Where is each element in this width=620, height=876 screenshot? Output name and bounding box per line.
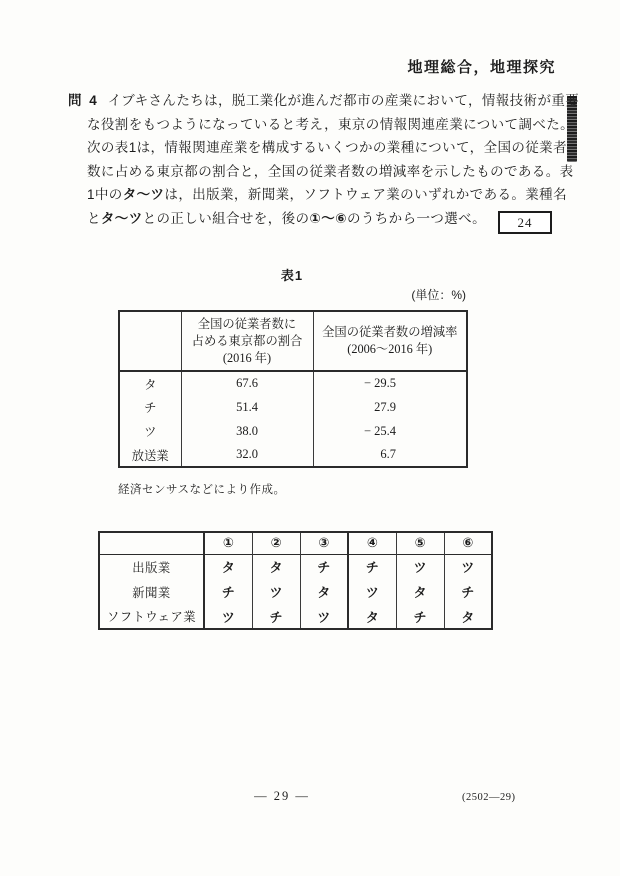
question-line-1 [68,89,580,113]
option-cell: ツ [348,579,396,604]
table1-row-chi [119,395,467,419]
table1-row-broadcast [119,443,467,467]
row-label: チ [144,401,157,415]
option-cell: チ [204,579,252,604]
question-number: 問 4 [68,93,99,108]
table1 [118,310,468,468]
option-6-header: ⑥ [444,532,492,554]
table1-row-tsu [119,419,467,443]
option-2-header: ② [252,532,300,554]
table1-caption: 表1 [280,268,304,283]
question-text-5b: は，出版業，新聞業，ソフトウェア業のいずれかである。業種名 [164,187,567,202]
options-corner-cell [99,532,204,554]
option-cell: タ [348,604,396,629]
option-cell: チ [300,554,348,579]
option-cell: チ [252,604,300,629]
option-cell: タ [204,554,252,579]
header-line: (2006～2016 年) [347,342,433,356]
option-cell: タ [252,554,300,579]
options-row-publishing [99,554,492,579]
change-value: 6.7 [313,443,467,467]
change-value: 27.9 [313,395,467,419]
option-cell: タ [396,579,444,604]
choice-letters-bold: タ～ツ [122,187,165,202]
share-value: 32.0 [181,443,313,467]
answer-number-box: 24 [498,211,552,234]
option-3-header: ③ [300,532,348,554]
question-line-3: 次の表1は，情報関連産業を構成するいくつかの業種について，全国の従業者 [87,140,567,155]
share-value: 67.6 [181,371,313,395]
table1-header-row [119,311,467,371]
options-row-software [99,604,492,629]
page-title: 地理総合，地理探究 [407,59,556,76]
table1-corner-cell [119,311,181,371]
industry-label: ソフトウェア業 [106,610,197,624]
share-value: 51.4 [181,395,313,419]
question-text-5a: 1中の [87,187,123,202]
circled-range: ①～⑥ [309,210,347,227]
header-line: 全国の従業者数の増減率 [322,325,458,339]
header-line: 全国の従業者数に [197,316,297,331]
question-text-6b: との正しい組合せを，後の [142,210,310,226]
industry-label: 出版業 [132,560,171,575]
table1-col-header-tokyo-share [181,311,313,371]
option-cell: ツ [396,554,444,579]
table1-unit-note: (単位：%) [411,288,466,302]
option-cell: ツ [300,604,348,629]
question-text-1: イブキさんたちは，脱工業化が進んだ都市の産業において，情報技術が重要 [107,93,580,108]
option-1-header: ① [204,532,252,554]
option-4-header: ④ [348,532,396,554]
question-text-6a: と [87,210,101,226]
header-line: 占める東京都の割合 [191,333,303,348]
options-table [98,531,493,630]
table1-col-header-change-rate [313,311,467,371]
option-cell: タ [444,604,492,629]
question-block [68,89,580,234]
table1-row-ta [119,371,467,395]
option-cell: ツ [204,604,252,629]
page-number: — 29 — [254,789,310,803]
option-cell: タ [300,579,348,604]
question-line-2: な役割をもつようになっていると考え，東京の情報関連産業について調べた。 [87,116,575,132]
question-line-4: 数に占める東京都の割合と，全国の従業者数の増減率を示したものである。表 [87,163,574,179]
question-text-6c: のうちから一つ選べ。 [346,210,486,226]
share-value: 38.0 [181,419,313,443]
change-value: − 29.5 [313,371,467,395]
option-cell: チ [396,604,444,629]
choice-letters-bold-2: タ～ツ [100,210,143,226]
options-header-row [99,532,492,554]
change-value: − 25.4 [313,419,467,443]
industry-label: 新聞業 [132,585,171,600]
row-label: 放送業 [131,448,169,463]
row-label: タ [144,377,157,392]
question-line-5 [68,183,566,207]
option-cell: ツ [444,554,492,579]
question-line-6 [68,207,566,234]
option-cell: ツ [252,579,300,604]
option-cell: チ [444,579,492,604]
header-line: (2016 年) [222,350,272,365]
option-5-header: ⑤ [396,532,444,554]
option-cell: チ [348,554,396,579]
options-row-newspaper [99,579,492,604]
source-note: 経済センサスなどにより作成。 [118,484,286,496]
row-label: ツ [144,425,157,439]
booklet-code: (2502—29) [462,792,516,803]
